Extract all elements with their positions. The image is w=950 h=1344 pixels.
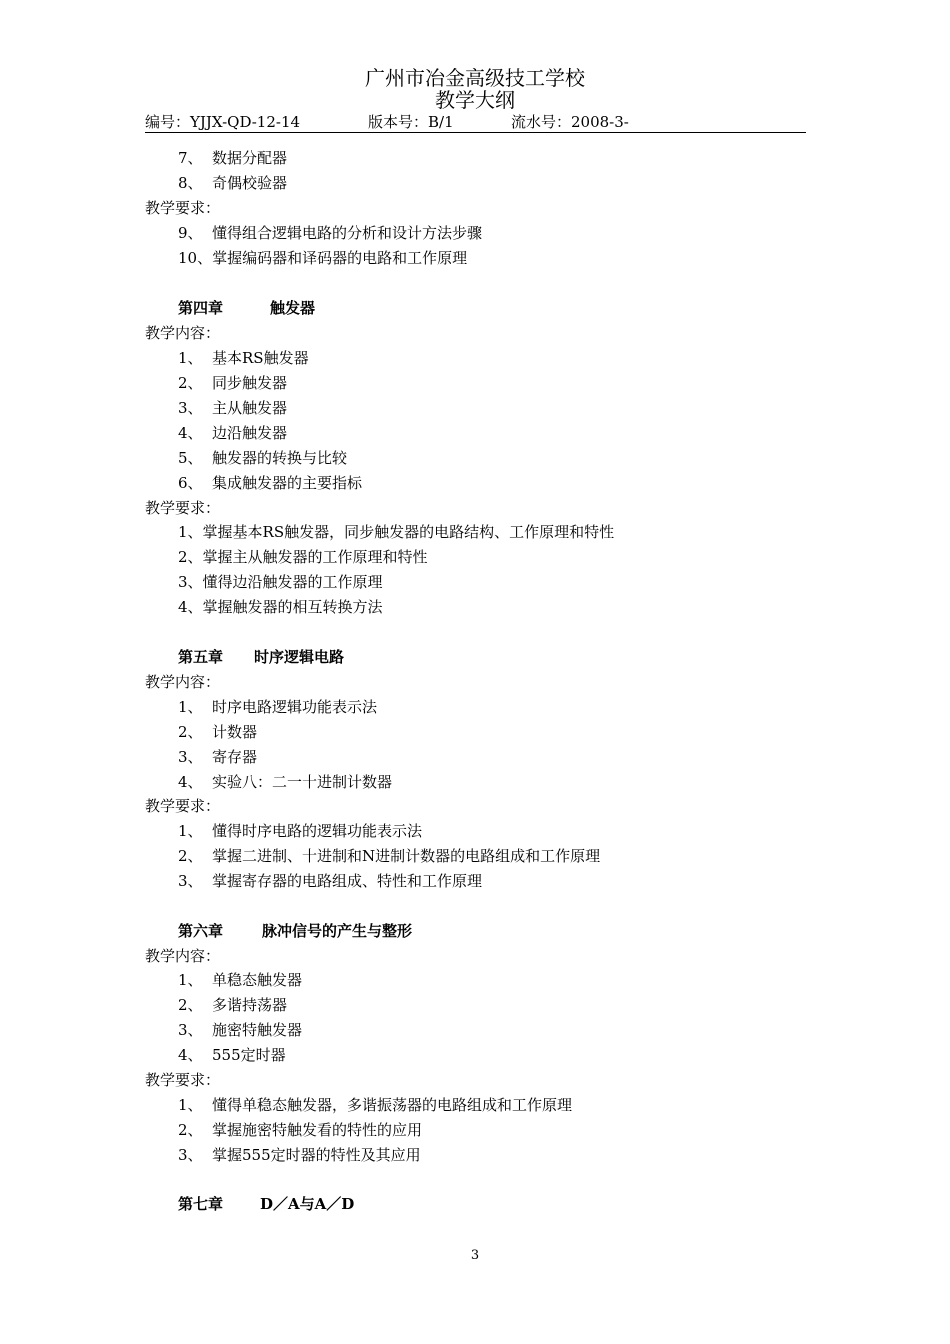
list-item: 2、 计数器 bbox=[178, 723, 258, 741]
list-item: 1、掌握基本RS触发器，同步触发器的电路结构、工作原理和特性 bbox=[178, 523, 615, 541]
list-item: 10、掌握编码器和译码器的电路和工作原理 bbox=[178, 249, 468, 267]
list-item: 2、 同步触发器 bbox=[178, 374, 288, 392]
requirements-label: 教学要求： bbox=[145, 499, 221, 517]
list-item: 4、掌握触发器的相互转换方法 bbox=[178, 598, 383, 616]
list-item: 2、 掌握施密特触发看的特性的应用 bbox=[178, 1121, 423, 1139]
list-item: 3、 掌握寄存器的电路组成、特性和工作原理 bbox=[178, 872, 483, 890]
list-item: 4、 边沿触发器 bbox=[178, 424, 288, 442]
content-label: 教学内容： bbox=[145, 673, 221, 691]
list-item: 3、 主从触发器 bbox=[178, 399, 288, 417]
serial-number: 流水号：2008-3- bbox=[511, 113, 629, 131]
document-type: 教学大纲 bbox=[435, 88, 515, 112]
requirements-label: 教学要求： bbox=[145, 199, 221, 217]
page-number: 3 bbox=[470, 1248, 480, 1263]
list-item: 3、 掌握555定时器的特性及其应用 bbox=[178, 1146, 421, 1164]
version-number: 版本号：B/1 bbox=[368, 113, 454, 131]
list-item: 7、 数据分配器 bbox=[178, 149, 288, 167]
list-item: 2、掌握主从触发器的工作原理和特性 bbox=[178, 548, 428, 566]
content-label: 教学内容： bbox=[145, 947, 221, 965]
list-item: 3、懂得边沿触发器的工作原理 bbox=[178, 573, 383, 591]
list-item: 4、 555定时器 bbox=[178, 1046, 286, 1064]
header-divider bbox=[145, 132, 806, 133]
list-item: 3、 施密特触发器 bbox=[178, 1021, 303, 1039]
list-item: 1、 时序电路逻辑功能表示法 bbox=[178, 698, 378, 716]
list-item: 2、 多谐持荡器 bbox=[178, 996, 288, 1014]
list-item: 1、 基本RS触发器 bbox=[178, 349, 309, 367]
list-item: 6、 集成触发器的主要指标 bbox=[178, 474, 363, 492]
school-name: 广州市冶金高级技工学校 bbox=[365, 66, 585, 90]
list-item: 1、 单稳态触发器 bbox=[178, 971, 303, 989]
list-item: 1、 懂得时序电路的逻辑功能表示法 bbox=[178, 822, 423, 840]
requirements-label: 教学要求： bbox=[145, 797, 221, 815]
list-item: 8、 奇偶校验器 bbox=[178, 174, 288, 192]
list-item: 2、 掌握二进制、十进制和N进制计数器的电路组成和工作原理 bbox=[178, 847, 601, 865]
document-page: 广州市冶金高级技工学校 教学大纲 编号：YJJX-QD-12-14 版本号：B/1 流水号：2008-3- 7、 数据分配器 8、 奇偶校验器 教学要求： 9、 懂得组合逻辑电路的分析和设计方法步骤 10、掌握编码器和译码器的电路和工作原理 第四章 触发器 教学内容： 1、 基本RS触发器 2、 同步触发器 3、 主从触发器 4、 边沿触发器 5、 触发器的转换与比较 6、 集成触发器的主要指标 教学要求： 1、掌握基本RS触发器，同步触发器的电路结构、工作原理和特性 2、掌握主从触发器的工作原理和特性 3、懂得边沿触发器的工作原理 4、掌握触发器的相互转换方法 第五章 时序逻辑电路 教学内容： 1、 时序电路逻辑功能表示法 2、 计数器 3、 寄存器 4、 实验八：二一十进制计数器 教学要求： 1、 懂得时序电路的逻辑功能表示法 2、 掌握二进制、十进制和N进制计数器的电路组成和工作原理 3、 掌握寄存器的电路组成、特性和工作原理 第六章 脉冲信号的产生与整形 教学内容： 1、 单稳态触发器 2、 多谐持荡器 3、 施密特触发器 4、 555定时器 教学要求： 1、 懂得单稳态触发器，多谐振荡器的电路组成和工作原理 2、 掌握施密特触发看的特性的应用 3、 掌握555定时器的特性及其应用 第七章 D／A与A／D 3 bbox=[0, 0, 950, 1344]
list-item: 9、 懂得组合逻辑电路的分析和设计方法步骤 bbox=[178, 224, 483, 242]
requirements-label: 教学要求： bbox=[145, 1071, 221, 1089]
content-label: 教学内容： bbox=[145, 324, 221, 342]
list-item: 5、 触发器的转换与比较 bbox=[178, 449, 348, 467]
list-item: 4、 实验八：二一十进制计数器 bbox=[178, 773, 393, 791]
list-item: 3、 寄存器 bbox=[178, 748, 258, 766]
document-code: 编号：YJJX-QD-12-14 bbox=[145, 113, 301, 131]
list-item: 1、 懂得单稳态触发器，多谐振荡器的电路组成和工作原理 bbox=[178, 1096, 573, 1114]
